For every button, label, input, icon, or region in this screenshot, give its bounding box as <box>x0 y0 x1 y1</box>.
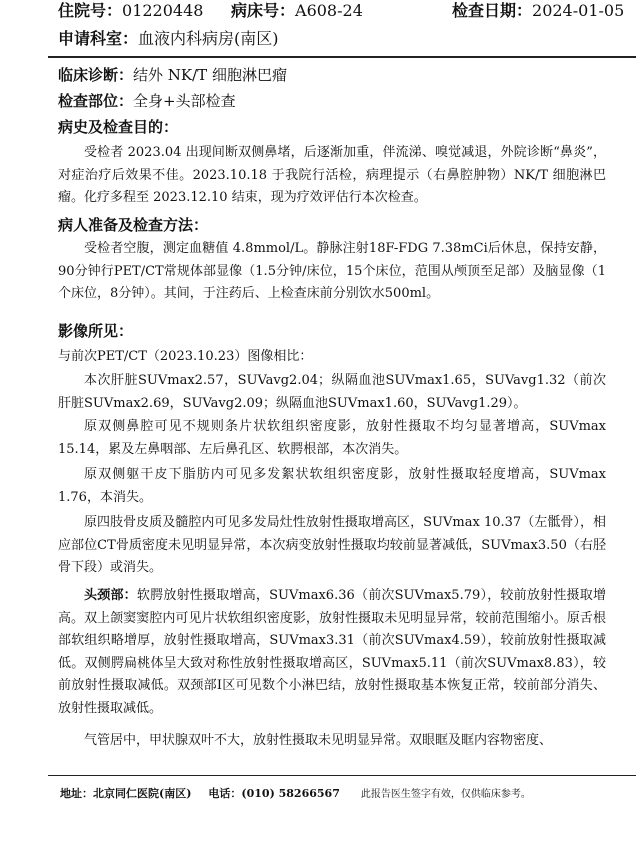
preparation-text: 受检者空腹，测定血糖值 4.8mmol/L。静脉注射18F-FDG 7.38mCi后休息，保持安静，90分钟行PET/CT常规体部显像（1.5分钟/床位，15个床位，范围从颅顶至足部）及脑显像（1个床位，8分钟）。其间，于注药后、上检查床前分别饮水500ml。 <box>58 241 606 301</box>
findings-paragraph-2: 原双侧鼻腔可见不规则条片状软组织密度影，放射性摄取不均匀显著增高，SUVmax 15.14，累及左鼻咽部、左后鼻孔区、软腭根部，本次消失。 <box>58 419 606 457</box>
department <box>58 26 279 49</box>
inpatient-no-value: 01220448 <box>122 1 204 20</box>
exam-date-label: 检查日期： <box>452 1 533 20</box>
history-text: 受检者 2023.04 出现间断双侧鼻堵，后逐渐加重，伴流涕、嗅觉减退，外院诊断“鼻炎”，对症治疗后效果不佳。2023.10.18 于我院行活检，病理提示（右鼻腔肿物）NK/T 细胞淋巴瘤。化疗多程至 2023.12.10 结束，现为疗效评估行本次检查。 <box>58 145 606 205</box>
exam-site <box>58 90 236 111</box>
department-label: 申请科室： <box>58 29 139 48</box>
footer-note: 此报告医生签字有效，仅供临床参考。 <box>360 789 531 800</box>
head-neck-text: 软腭放射性摄取增高，SUVmax6.36（前次SUVmax5.79），较前放射性摄取增高。双上颌窦窦腔内可见片状软组织密度影，放射性摄取未见明显异常，较前范围缩小。原舌根部软组织略增厚，放射性摄取增高，SUVmax3.31（前次SUVmax4.59），较前放射性摄取减低。双侧腭扁桃体呈大致对称性放射性摄取增高区，SUVmax5.11（前次SUVmax8.83），较前放射性摄取减低。双颈部I区可见数个小淋巴结，放射性摄取基本恢复正常，较前部分消失、放射性摄取减低。 <box>58 588 606 716</box>
history-title: 病史及检查目的： <box>58 118 179 136</box>
address-value: 北京同仁医院(南区) <box>93 787 192 800</box>
findings-compare: 与前次PET/CT（2023.10.23）图像相比： <box>58 349 313 364</box>
preparation-title: 病人准备及检查方法： <box>58 216 209 234</box>
footer-divider <box>48 775 636 776</box>
exam-date <box>452 0 624 21</box>
footer <box>60 785 531 801</box>
phone-label: 电话： <box>208 787 242 800</box>
exam-site-value: 全身+头部检查 <box>133 92 236 110</box>
findings-paragraph-5 <box>58 585 606 720</box>
clinical-diagnosis <box>58 64 287 85</box>
inpatient-no-label: 住院号： <box>58 1 123 20</box>
address-label: 地址： <box>60 787 93 800</box>
findings-paragraph-3: 原双侧躯干皮下脂肪内可见多发絮状软组织密度影，放射性摄取轻度增高，SUVmax 1.76，本消失。 <box>58 467 606 505</box>
diagnosis-value: 结外 NK/T 细胞淋巴瘤 <box>133 66 287 84</box>
department-value: 血液内科病房(南区) <box>138 29 279 48</box>
phone-value: (010) 58266567 <box>241 787 340 800</box>
exam-date-value: 2024-01-05 <box>532 1 625 20</box>
exam-site-label: 检查部位： <box>58 92 134 110</box>
findings-paragraph-4: 原四肢骨皮质及髓腔内可见多发局灶性放射性摄取增高区，SUVmax 10.37（左骶骨），相应部位CT骨质密度未见明显异常，本次病变放射性摄取均较前显著减低，SUVmax3.50（右胫骨下段）或消失。 <box>58 515 606 575</box>
inpatient-no <box>58 0 203 21</box>
head-neck-lead: 头颈部： <box>84 588 137 603</box>
bed-no-label: 病床号： <box>231 1 296 20</box>
diagnosis-label: 临床诊断： <box>58 66 134 84</box>
header-divider <box>48 56 636 58</box>
bed-no-value: A608-24 <box>295 1 363 20</box>
findings-paragraph-6: 气管居中，甲状腺双叶不大，放射性摄取未见明显异常。双眼眶及眶内容物密度、 <box>84 733 553 748</box>
findings-paragraph-1: 本次肝脏SUVmax2.57，SUVavg2.04；纵隔血池SUVmax1.65，SUVavg1.32（前次肝脏SUVmax2.69，SUVavg2.09；纵隔血池SUVmax1.60，SUVavg1.29）。 <box>58 373 606 411</box>
findings-title: 影像所见： <box>58 322 134 340</box>
bed-no <box>231 0 363 21</box>
